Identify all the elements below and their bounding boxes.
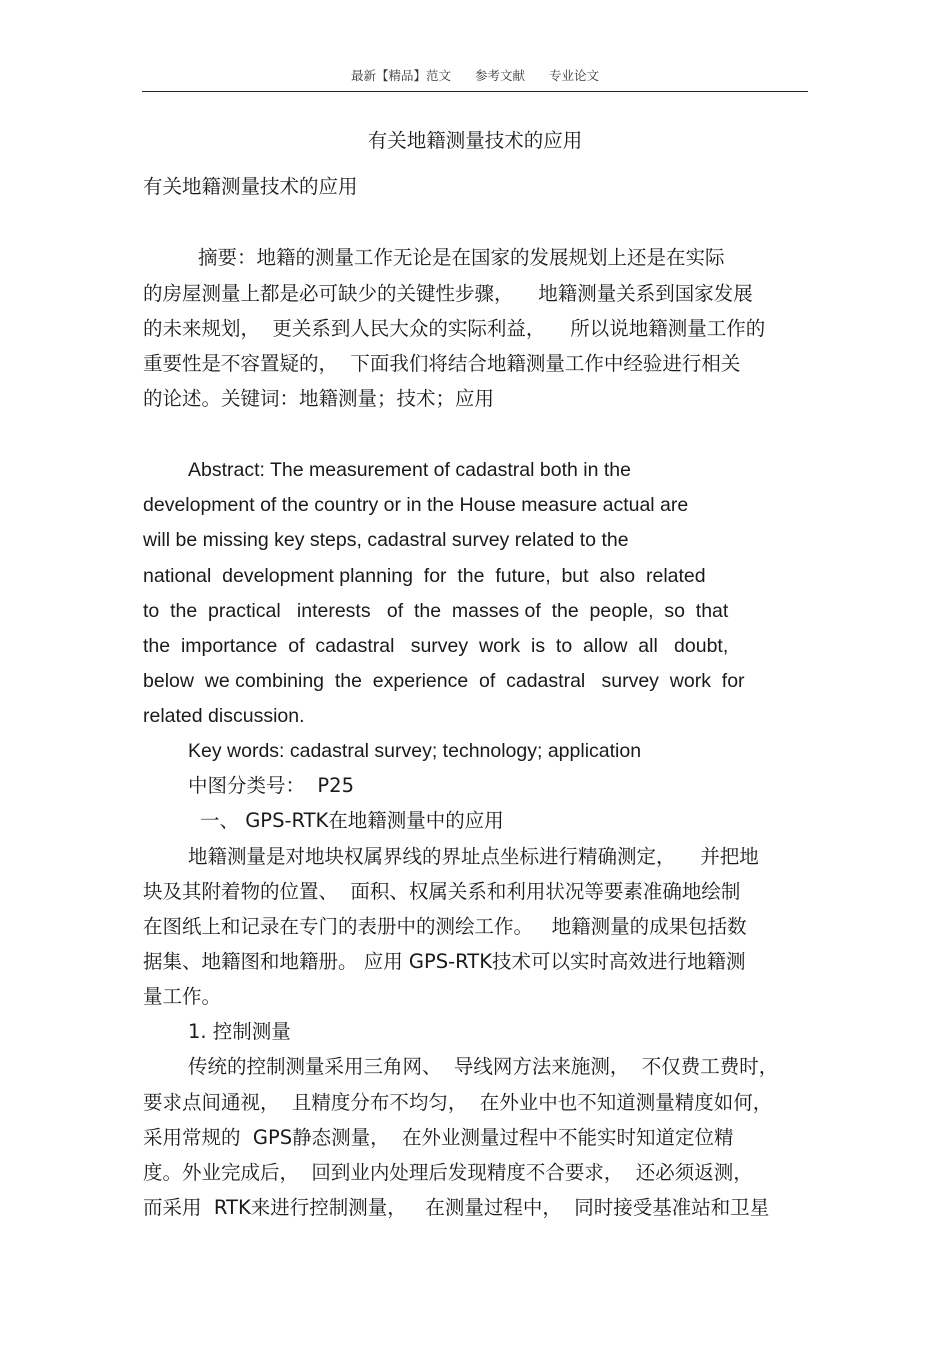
abstract-cn-line-3: 的未来规划， 更关系到人民大众的实际利益， 所以说地籍测量工作的 bbox=[143, 317, 766, 340]
abstract-en-line-1: Abstract: The measurement of cadastral both in the bbox=[188, 459, 631, 481]
abstract-en-line-4: national development planning for the future, but also related bbox=[143, 565, 706, 587]
keywords-en: Key words: cadastral survey; technology; application bbox=[188, 740, 642, 762]
abstract-cn-line-2: 的房屋测量上都是必可缺少的关键性步骤， 地籍测量关系到国家发展 bbox=[143, 282, 753, 305]
abstract-cn-line-5: 的论述。关键词：地籍测量；技术；应用 bbox=[143, 387, 495, 410]
header-item-3: 专业论文 bbox=[548, 68, 599, 83]
abstract-en-line-8: related discussion. bbox=[143, 705, 305, 727]
subsection-1-line-2: 要求点间通视， 且精度分布不均匀， 在外业中也不知道测量精度如何， bbox=[143, 1091, 773, 1114]
subsection-1-line-5: 而采用 RTK来进行控制测量， 在测量过程中， 同时接受基准站和卫星 bbox=[143, 1196, 770, 1219]
header-rule bbox=[142, 91, 808, 92]
abstract-cn-line-4: 重要性是不容置疑的， 下面我们将结合地籍测量工作中经验进行相关 bbox=[143, 352, 741, 375]
abstract-en-line-3: will be missing key steps, cadastral survey related to the bbox=[143, 529, 629, 551]
document-heading: 有关地籍测量技术的应用 bbox=[143, 175, 358, 198]
section-1-heading: 一、 GPS-RTK在地籍测量中的应用 bbox=[200, 809, 504, 832]
section-1-line-1: 地籍测量是对地块权属界线的界址点坐标进行精确测定， 并把地 bbox=[188, 845, 759, 868]
classification-number: 中图分类号： P25 bbox=[188, 774, 354, 797]
section-1-line-2: 块及其附着物的位置、 面积、权属关系和利用状况等要素准确地绘制 bbox=[143, 880, 741, 903]
header-item-2: 参考文献 bbox=[474, 68, 525, 83]
subsection-1-line-3: 采用常规的 GPS静态测量， 在外业测量过程中不能实时知道定位精 bbox=[143, 1126, 734, 1149]
subsection-1-line-1: 传统的控制测量采用三角网、 导线网方法来施测， 不仅费工费时， bbox=[188, 1055, 779, 1078]
abstract-cn-line-1: 摘要：地籍的测量工作无论是在国家的发展规划上还是在实际 bbox=[198, 246, 725, 269]
abstract-en-line-7: below we combining the experience of cadastral survey work for bbox=[143, 670, 745, 692]
abstract-en-line-6: the importance of cadastral survey work is to allow all doubt, bbox=[143, 635, 729, 657]
running-header bbox=[142, 66, 808, 84]
subsection-1-heading: 1. 控制测量 bbox=[188, 1020, 291, 1043]
page-title: 有关地籍测量技术的应用 bbox=[367, 129, 583, 152]
section-1-line-3: 在图纸上和记录在专门的表册中的测绘工作。 地籍测量的成果包括数 bbox=[143, 915, 747, 938]
section-1-line-5: 量工作。 bbox=[143, 985, 222, 1008]
section-1-line-4: 据集、地籍图和地籍册。 应用 GPS-RTK技术可以实时高效进行地籍测 bbox=[143, 950, 746, 973]
abstract-en-line-5: to the practical interests of the masses of the people, so that bbox=[143, 600, 729, 622]
header-item-1: 最新【精品】范文 bbox=[350, 68, 451, 83]
subsection-1-line-4: 度。外业完成后， 回到业内处理后发现精度不合要求， 还必须返测， bbox=[143, 1161, 753, 1184]
abstract-en-line-2: development of the country or in the House measure actual are bbox=[143, 494, 689, 516]
